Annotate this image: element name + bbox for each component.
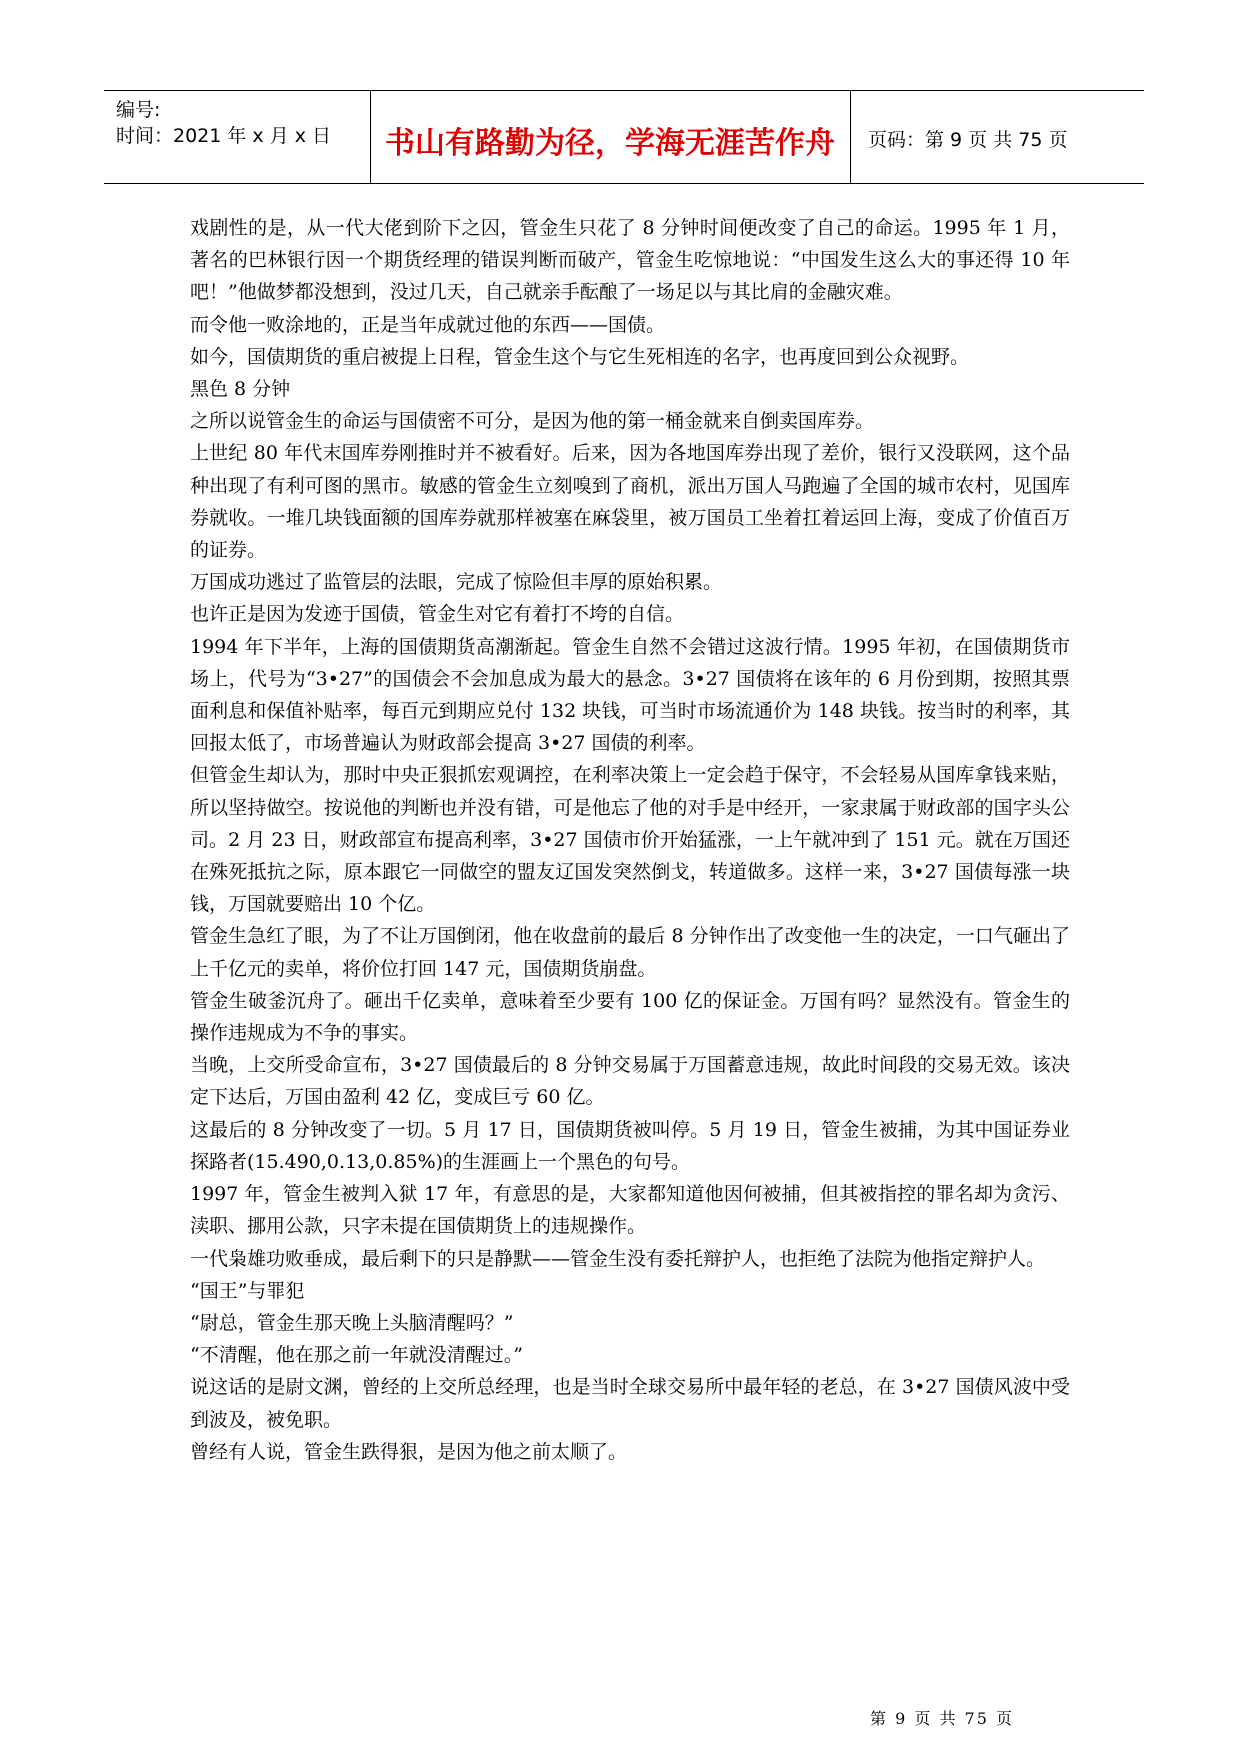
paragraph: 当晚，上交所受命宣布，3•27 国债最后的 8 分钟交易属于万国蓄意违规，故此时间段的交易无效。该决定下达后，万国由盈利 42 亿，变成巨亏 60 亿。 xyxy=(190,1054,1070,1109)
header-meta-cell xyxy=(104,91,371,183)
paragraph: 一代枭雄功败垂成，最后剩下的只是静默——管金生没有委托辩护人，也拒绝了法院为他指定辩护人。 xyxy=(190,1247,1046,1270)
paragraph: “尉总，管金生那天晚上头脑清醒吗？” xyxy=(190,1311,514,1334)
section-heading: 黑色 8 分钟 xyxy=(190,378,291,401)
section-heading: “国王”与罪犯 xyxy=(190,1279,305,1302)
document-number-label: 编号: xyxy=(116,99,161,121)
paragraph: 戏剧性的是，从一代大佬到阶下之囚，管金生只花了 8 分钟时间便改变了自己的命运。1995 年 1 月，著名的巴林银行因一个期货经理的错误判断而破产，管金生吃惊地说：“中国发生这么大的事还得 10 年吧！”他做梦都没想到，没过几天，自己就亲手酝酿了一场足以与其比肩的金融灾难。 xyxy=(190,217,1070,304)
paragraph: 1994 年下半年，上海的国债期货高潮渐起。管金生自然不会错过这波行情。1995 年初，在国债期货市场上，代号为“3•27”的国债会不会加息成为最大的悬念。3•27 国债将在该年的 6 月份到期，按照其票面利息和保值补贴率，每百元到期应兑付 132 块钱，可当时市场流通价为 148 块钱。按当时的利率，其回报太低了，市场普遍认为财政部会提高 3•27 国债的利率。 xyxy=(190,635,1070,755)
paragraph: 这最后的 8 分钟改变了一切。5 月 17 日，国债期货被叫停。5 月 19 日，管金生被捕，为其中国证券业探路者(15.490,0.13,0.85%)的生涯画上一个黑色的句号。 xyxy=(190,1118,1070,1173)
paragraph: 之所以说管金生的命运与国债密不可分，是因为他的第一桶金就来自倒卖国库券。 xyxy=(190,410,875,433)
page-header xyxy=(104,90,1144,184)
paragraph: 说这话的是尉文渊，曾经的上交所总经理，也是当时全球交易所中最年轻的老总，在 3•27 国债风波中受到波及，被免职。 xyxy=(190,1376,1070,1431)
paragraph: 而令他一败涂地的，正是当年成就过他的东西——国债。 xyxy=(190,313,666,336)
paragraph: 也许正是因为发迹于国债，管金生对它有着打不垮的自信。 xyxy=(190,603,685,626)
paragraph: 1997 年，管金生被判入狱 17 年，有意思的是，大家都知道他因何被捕，但其被指控的罪名却为贪污、渎职、挪用公款，只字未提在国债期货上的违规操作。 xyxy=(190,1183,1070,1238)
paragraph: 曾经有人说，管金生跌得狠，是因为他之前太顺了。 xyxy=(190,1440,628,1463)
article-body xyxy=(190,212,1070,1468)
header-motto-cell xyxy=(370,91,851,183)
header-page-info: 页码：第 9 页 共 75 页 xyxy=(868,129,1068,151)
paragraph: 上世纪 80 年代末国库券刚推时并不被看好。后来，因为各地国库券出现了差价，银行又没联网，这个品种出现了有利可图的黑市。敏感的管金生立刻嗅到了商机，派出万国人马跑遍了全国的城市农村，见国库券就收。一堆几块钱面额的国库券就那样被塞在麻袋里，被万国员工坐着扛着运回上海，变成了价值百万的证券。 xyxy=(190,442,1070,562)
page-footer: 第 9 页 共 75 页 xyxy=(870,1709,1014,1728)
paragraph: 万国成功逃过了监管层的法眼，完成了惊险但丰厚的原始积累。 xyxy=(190,571,723,594)
paragraph: 管金生急红了眼，为了不让万国倒闭，他在收盘前的最后 8 分钟作出了改变他一生的决定，一口气砸出了上千亿元的卖单，将价位打回 147 元，国债期货崩盘。 xyxy=(190,925,1070,980)
paragraph: 管金生破釜沉舟了。砸出千亿卖单，意味着至少要有 100 亿的保证金。万国有吗？显然没有。管金生的操作违规成为不争的事实。 xyxy=(190,989,1070,1045)
paragraph: “不清醒，他在那之前一年就没清醒过。” xyxy=(190,1344,523,1367)
header-page-cell xyxy=(850,91,1144,183)
header-motto: 书山有路勤为径，学海无涯苦作舟 xyxy=(385,126,835,161)
paragraph: 如今，国债期货的重启被提上日程，管金生这个与它生死相连的名字，也再度回到公众视野。 xyxy=(190,345,970,368)
document-time-label: 时间：2021 年 x 月 x 日 xyxy=(116,125,332,147)
paragraph: 但管金生却认为，那时中央正狠抓宏观调控，在利率决策上一定会趋于保守，不会轻易从国库拿钱来贴，所以坚持做空。按说他的判断也并没有错，可是他忘了他的对手是中经开，一家隶属于财政部的国字头公司。2 月 23 日，财政部宣布提高利率，3•27 国债市价开始猛涨，一上午就冲到了 151 元。就在万国还在殊死抵抗之际，原本跟它一同做空的盟友辽国发突然倒戈，转道做多。这样一来，3•27 国债每涨一块钱，万国就要赔出 10 个亿。 xyxy=(190,764,1070,916)
